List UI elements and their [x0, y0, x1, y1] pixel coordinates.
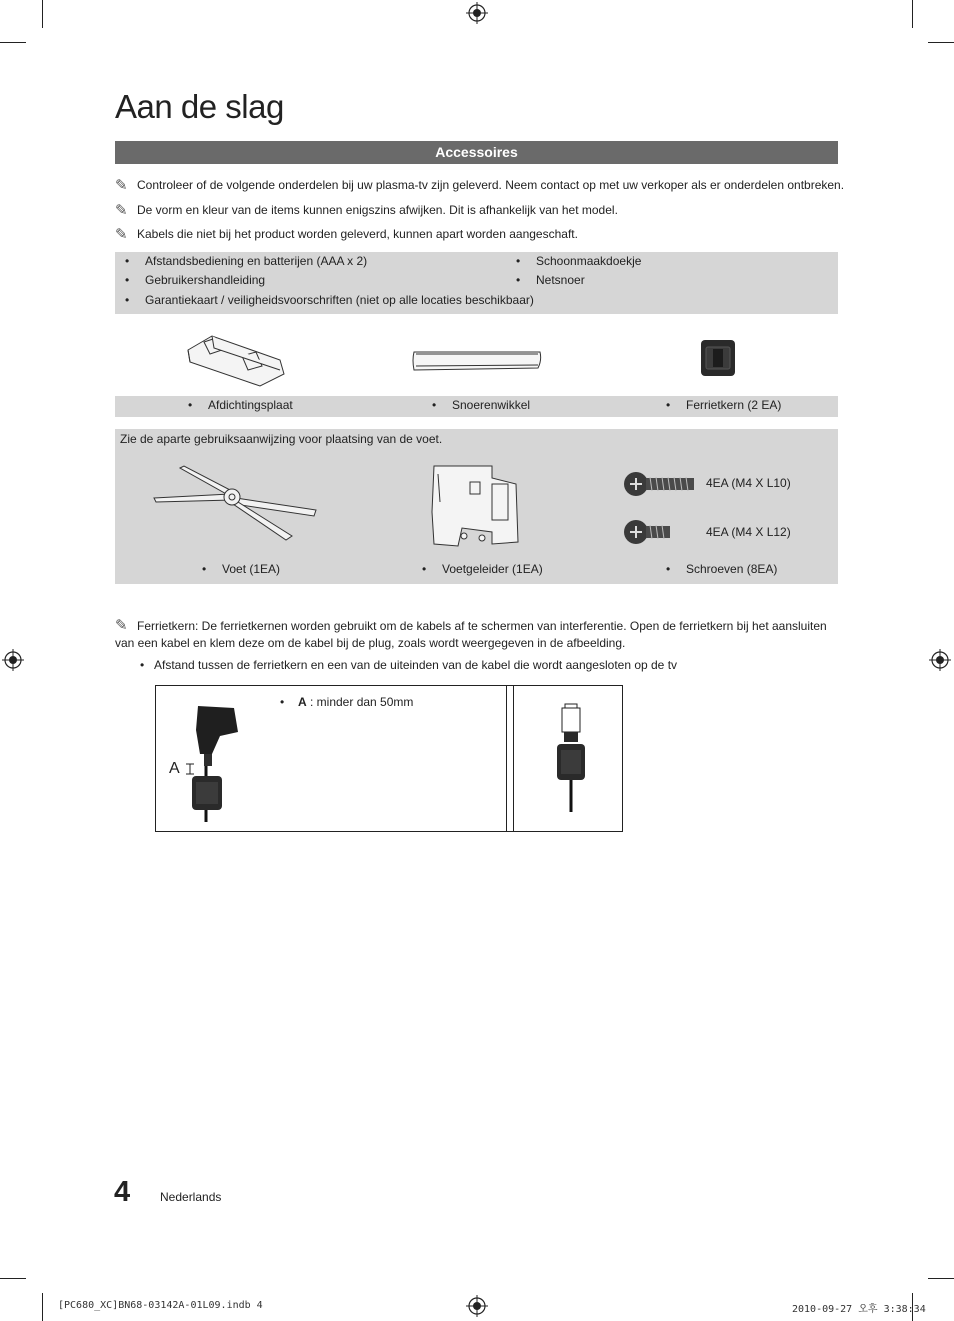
- ferrite-note-text: Ferrietkern: De ferrietkernen worden gebruikt om de kabels af te schermen van interferentie. Open de ferrietkern bij het aansluiten van een kabel en klem deze om de kabel bij de plug, zoals wordt weergegeven in de afbeelding.: [115, 619, 827, 650]
- section-title: Accessoires: [115, 141, 838, 164]
- screw-l10-label: 4EA (M4 X L10): [706, 476, 791, 490]
- divider: [506, 685, 507, 832]
- note-pencil-icon: ✎: [115, 617, 128, 634]
- crop-mark: [0, 42, 26, 43]
- page-title: Aan de slag: [115, 88, 284, 125]
- note-pencil-icon: ✎: [115, 202, 128, 219]
- footer-timestamp: 2010-09-27 오후 3:38:34: [792, 1304, 926, 1315]
- page-language: Nederlands: [160, 1190, 222, 1204]
- list-item: • Schoonmaakdoekje: [516, 254, 642, 268]
- registration-mark-icon: [929, 649, 951, 671]
- lan-plug-cable-icon: [550, 702, 590, 816]
- distance-marker: A: [169, 760, 180, 777]
- note-text: Controleer of de volgende onderdelen bij uw plasma-tv zijn geleverd. Neem contact op met uw verkoper als er onderdelen ontbreken.: [137, 178, 845, 192]
- registration-mark-icon: [466, 2, 488, 24]
- note-pencil-icon: ✎: [115, 226, 128, 243]
- caption: • Ferrietkern (2 EA): [666, 398, 782, 412]
- list-item: • Garantiekaart / veiligheidsvoorschriften (niet op alle locaties beschikbaar): [125, 293, 534, 307]
- divider: [513, 685, 514, 832]
- page-number: 4: [114, 1176, 131, 1208]
- crop-mark: [0, 1278, 26, 1279]
- crop-mark: [912, 0, 913, 28]
- note: [115, 201, 618, 219]
- screw-l12-label: 4EA (M4 X L12): [706, 525, 791, 539]
- list-item: • Afstandsbediening en batterijen (AAA x 2): [125, 254, 368, 268]
- registration-mark-icon: [2, 649, 24, 671]
- footer-file: [PC680_XC]BN68-03142A-01L09.indb 4: [58, 1300, 263, 1311]
- note: [115, 176, 844, 194]
- list-item: • Gebruikershandleiding: [125, 273, 266, 287]
- caption: • Afdichtingsplaat: [188, 398, 293, 412]
- stand-icon: [150, 462, 322, 542]
- caption: • Snoerenwikkel: [432, 398, 531, 412]
- registration-mark-icon: [466, 1295, 488, 1317]
- screw-l12-icon: [622, 514, 674, 550]
- stand-intro: Zie de aparte gebruiksaanwijzing voor plaatsing van de voet.: [120, 432, 443, 446]
- note-text: De vorm en kleur van de items kunnen enigszins afwijken. Dit is afhankelijk van het model.: [137, 203, 618, 217]
- crop-mark: [928, 1278, 954, 1279]
- list-item: • Netsnoer: [516, 273, 585, 287]
- caption: • Voetgeleider (1EA): [422, 562, 543, 576]
- note-pencil-icon: ✎: [115, 177, 128, 194]
- ferrite-note: [115, 617, 840, 652]
- ferrite-bullet: • Afstand tussen de ferrietkern en een van de uiteinden van de kabel die wordt aangesloten op de tv: [140, 658, 678, 672]
- ferrite-core-icon: [698, 337, 738, 379]
- cable-wrap-icon: [410, 346, 544, 374]
- note-text: Kabels die niet bij het product worden geleverd, kunnen apart worden aangeschaft.: [137, 227, 578, 241]
- cover-bottom-icon: [182, 330, 288, 388]
- screw-l10-icon: [622, 466, 698, 502]
- caption: • Schroeven (8EA): [666, 562, 778, 576]
- distance-label: • A : minder dan 50mm: [280, 695, 414, 709]
- note: [115, 225, 578, 243]
- crop-mark: [42, 1293, 43, 1321]
- crop-mark: [928, 42, 954, 43]
- guide-stand-icon: [428, 462, 524, 552]
- caption: • Voet (1EA): [202, 562, 281, 576]
- crop-mark: [42, 0, 43, 28]
